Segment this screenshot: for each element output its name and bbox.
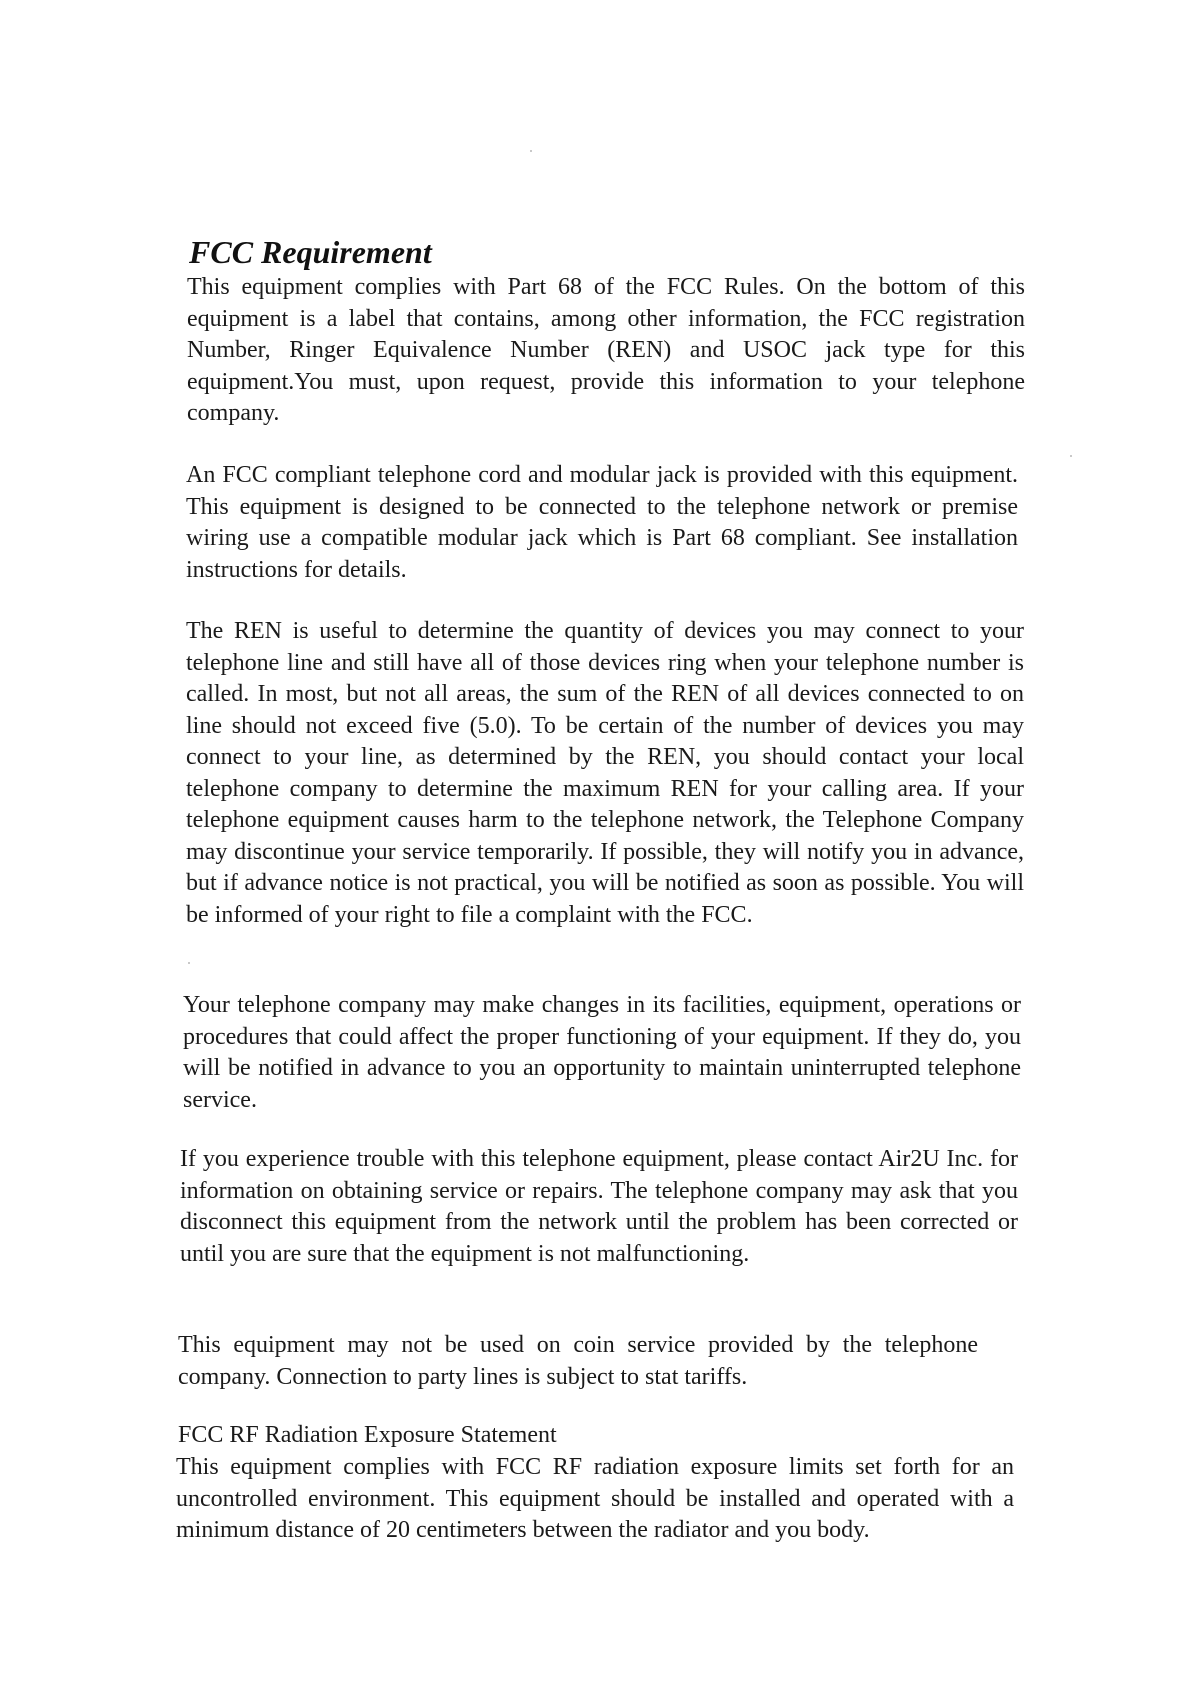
paragraph-company-changes: Your telephone company may make changes in its facilities, equipment, operations or procedures that could affect the proper functioning of your equipment. If they do, you will be notified in advance to you an opportunity to maintain uninterrupted telephone service. xyxy=(183,992,1021,1113)
scan-speck xyxy=(188,962,190,964)
paragraph-trouble: If you experience trouble with this telephone equipment, please contact Air2U Inc. for information on obtaining service or repairs. The telephone company may ask that you disconnect this equipment from the network until the problem has been corrected or until you are sure that the equipment is not malfunctioning. xyxy=(180,1146,1018,1267)
paragraph-cord-jack: An FCC compliant telephone cord and modular jack is provided with this equipment. This equipment is designed to be connected to the telephone network or premise wiring use a compatible modular jack which is Part 68 compliant. See installation instructions for details. xyxy=(186,462,1018,583)
paragraph-rf-exposure: This equipment complies with FCC RF radiation exposure limits set forth for an uncontrolled environment. This equipment should be installed and operated with a minimum distance of 20 centimeters between the radiator and you body. xyxy=(176,1454,1014,1543)
scan-speck xyxy=(1070,455,1072,457)
paragraph-part68: This equipment complies with Part 68 of the FCC Rules. On the bottom of this equipment is a label that contains, among other information, the FCC registration Number, Ringer Equivalence Number (REN) and USOC jack type for this equipment.You must, upon request, provide this information to your telephone company. xyxy=(187,274,1025,426)
page-title: FCC Requirement xyxy=(189,234,432,270)
scan-speck xyxy=(530,150,532,152)
paragraph-ren: The REN is useful to determine the quantity of devices you may connect to your telephone line and still have all of those devices ring when your telephone number is called. In most, but not all areas, the sum of the REN of all devices connected to on line should not exceed five (5.0). To be certain of the number of devices you may connect to your line, as determined by the REN, you should contact your local telephone company to determine the maximum REN for your calling area. If your telephone equipment causes harm to the telephone network, the Telephone Company may discontinue your service temporarily. If possible, they will notify you in advance, but if advance notice is not practical, you will be notified as soon as possible. You will be informed of your right to file a complaint with the FCC. xyxy=(186,618,1024,928)
rf-heading: FCC RF Radiation Exposure Statement xyxy=(178,1422,557,1448)
paragraph-coin-service: This equipment may not be used on coin service provided by the telephone company. Connection to party lines is subject to stat tariffs. xyxy=(178,1332,978,1390)
